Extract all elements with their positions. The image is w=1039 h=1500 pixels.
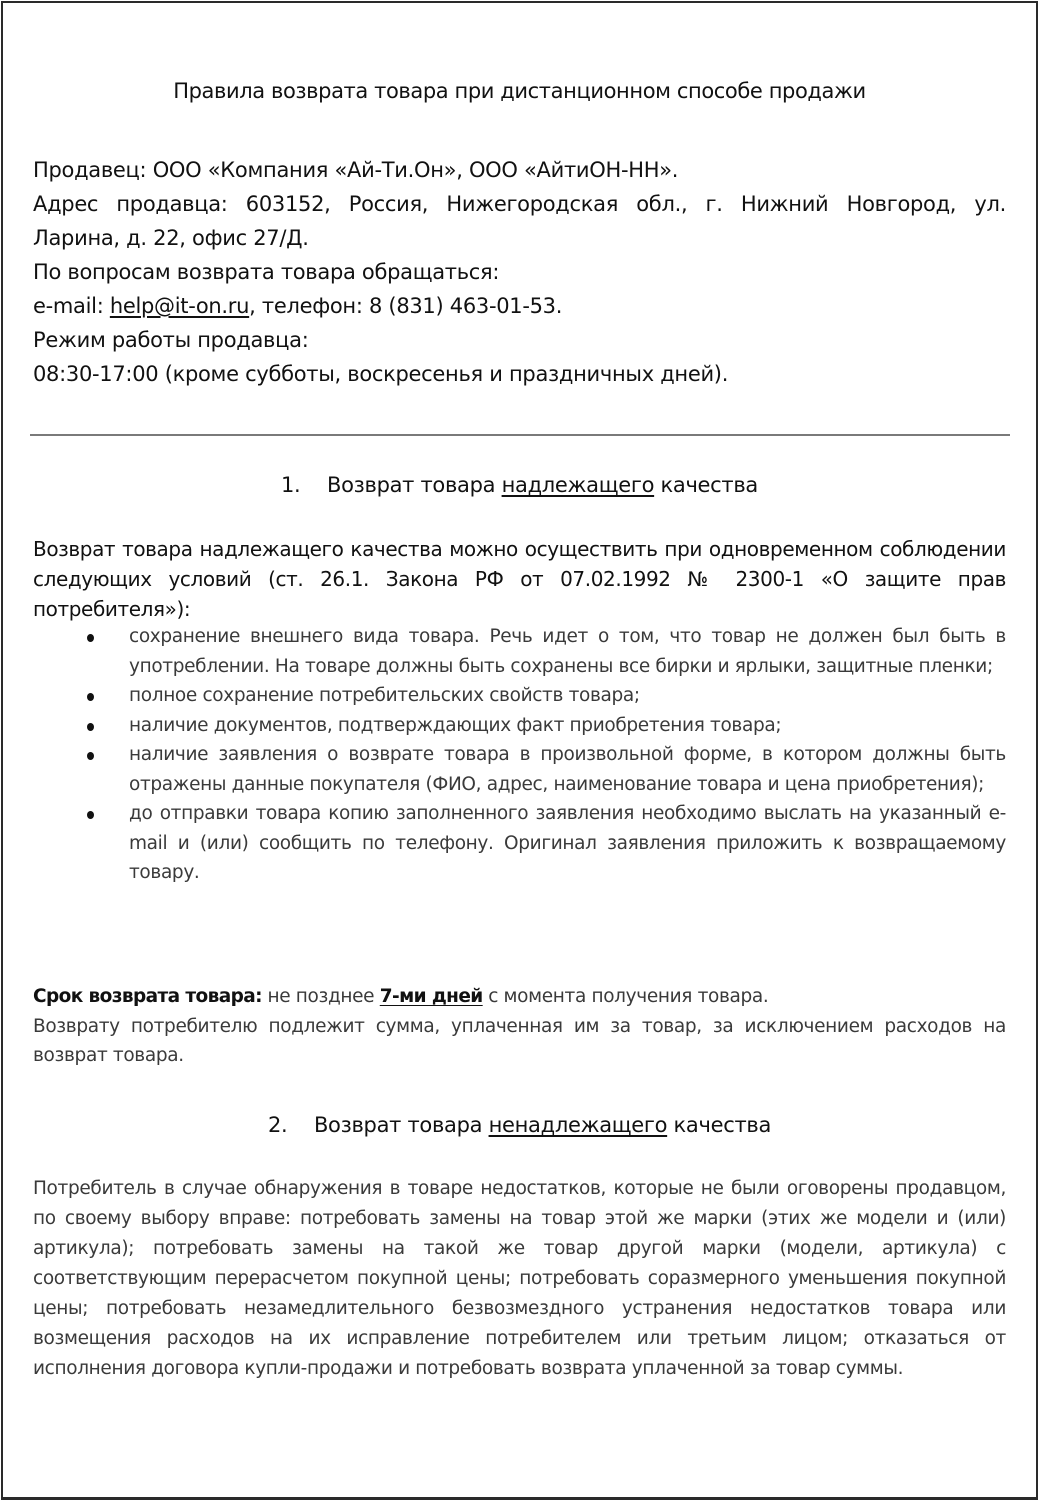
list-item-text: наличие документов, подтверждающих факт приобретения товара;	[129, 714, 782, 736]
return-conditions-list	[33, 622, 1006, 888]
section-2-heading	[3, 1113, 1036, 1137]
return-term-line	[33, 982, 1006, 1012]
seller-address-line-2: Ларина, д. 22, офис 27/Д.	[33, 226, 309, 250]
bullet-icon	[87, 634, 94, 642]
seller-name: Продавец: ООО «Компания «Ай-Ти.Он», ООО «АйтиОН-НН».	[33, 158, 679, 182]
return-term-period: 7-ми дней	[379, 986, 483, 1007]
hours-value: 08:30-17:00 (кроме субботы, воскресенья и праздничных дней).	[33, 362, 729, 386]
return-term-text: не позднее	[261, 986, 380, 1007]
section-2-heading-suffix: качества	[667, 1113, 772, 1137]
list-item	[33, 711, 1006, 741]
section-2-number: 2.	[267, 1113, 288, 1137]
section-2-heading-underlined: ненадлежащего	[488, 1113, 668, 1137]
section-1-heading	[3, 473, 1036, 497]
list-item-text: наличие заявления о возврате товара в произвольной форме, в котором должны быть отражены данные покупателя (ФИО, адрес, наименование товара и цена приобретения);	[129, 744, 1006, 795]
bullet-icon	[87, 723, 94, 731]
horizontal-divider	[30, 434, 1010, 436]
email-link[interactable]: help@it-on.ru	[109, 294, 250, 318]
document-page	[1, 1, 1038, 1500]
list-item	[33, 622, 1006, 681]
section-1-heading-underlined: надлежащего	[501, 473, 655, 497]
seller-info	[33, 153, 1006, 391]
email-label: e-mail:	[33, 294, 110, 318]
phone-text: , телефон: 8 (831) 463-01-53.	[249, 294, 563, 318]
list-item	[33, 681, 1006, 711]
seller-address-line-1: Адрес продавца: 603152, Россия, Нижегородская обл., г. Нижний Новгород, ул.	[33, 192, 1006, 216]
refund-note: Возврату потребителю подлежит сумма, уплаченная им за товар, за исключением расходов на возврат товара.	[33, 1015, 1006, 1066]
section-2-heading-text: Возврат товара	[313, 1113, 489, 1137]
return-term-suffix: с момента получения товара.	[482, 986, 769, 1007]
contact-prompt: По вопросам возврата товара обращаться:	[33, 260, 500, 284]
return-term	[33, 982, 1006, 1071]
section-1-number: 1.	[280, 473, 301, 497]
list-item	[33, 740, 1006, 799]
document-title: Правила возврата товара при дистанционном способе продажи	[173, 79, 866, 103]
hours-label: Режим работы продавца:	[33, 328, 309, 352]
list-item-text: сохранение внешнего вида товара. Речь идет о том, что товар не должен был быть в употреблении. На товаре должны быть сохранены все бирки и ярлыки, защитные пленки;	[129, 626, 1006, 677]
bullet-icon	[87, 811, 94, 819]
bullet-icon	[87, 752, 94, 760]
bullet-icon	[87, 693, 94, 701]
list-item-text: до отправки товара копию заполненного заявления необходимо выслать на указанный e-mail и (или) сообщить по телефону. Оригинал заявления приложить к возвращаемому товару.	[129, 803, 1006, 883]
section-2-body: Потребитель в случае обнаружения в товаре недостатков, которые не были оговорены продавцом, по своему выбору вправе: потребовать замены на товар этой же марки (этих же модели и (или) артикула); потребовать замены на такой же товар другой марки (модели, артикула) с соответствующим перерасчетом покупной цены; потребовать соразмерного уменьшения покупной цены; потребовать незамедлительного безвозмездного устранения недостатков товара или возмещения расходов на их исправление потребителем или третьим лицом; отказаться от исполнения договора купли-продажи и потребовать возврата уплаченной за товар суммы.	[33, 1178, 1006, 1379]
contact-line	[33, 289, 1006, 323]
section-1-intro: Возврат товара надлежащего качества можно осуществить при одновременном соблюдении следующих условий (ст. 26.1. Закона РФ от 07.02.1992 № 2300-1 «О защите прав потребителя»):	[33, 537, 1006, 621]
section-1-heading-text: Возврат товара	[326, 473, 502, 497]
list-item-text: полное сохранение потребительских свойств товара;	[129, 685, 640, 706]
section-1-heading-suffix: качества	[654, 473, 759, 497]
list-item	[33, 799, 1006, 888]
return-term-label: Срок возврата товара:	[33, 986, 262, 1007]
